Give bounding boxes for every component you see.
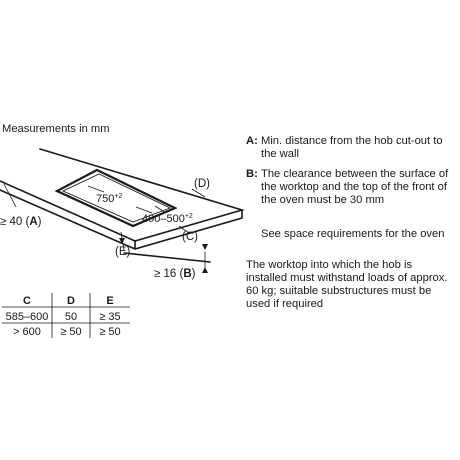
note-b-text: The clearance between the surface of the worktop and the top of the front of the oven must be 30 mm bbox=[261, 168, 449, 206]
table-cell: > 600 bbox=[13, 326, 41, 338]
dim-b-arrow-top bbox=[202, 244, 208, 250]
note-load bbox=[246, 259, 456, 311]
note-b-key: B: bbox=[246, 168, 258, 180]
label-a: ≥ 40 (A) bbox=[0, 216, 42, 228]
label-e: (E) bbox=[115, 246, 131, 258]
label-c: (C) bbox=[182, 231, 198, 243]
table-header: D bbox=[67, 295, 75, 307]
label-b: ≥ 16 (B) bbox=[154, 268, 196, 280]
table-cell: 50 bbox=[64, 311, 78, 323]
table-cell: 585–600 bbox=[5, 311, 49, 323]
note-a-text: Min. distance from the hob cut-out to the wall bbox=[261, 135, 443, 160]
note-b bbox=[246, 168, 456, 207]
dim-490-label: $490-500^{+2}$ bbox=[142, 213, 193, 225]
note-space-text: See space requirements for the oven bbox=[261, 228, 445, 240]
dimension-table bbox=[2, 293, 130, 338]
measurements-heading: Measurements in mm bbox=[2, 123, 110, 135]
dim-750-label: $750^{+2}$ bbox=[96, 193, 123, 205]
note-a-key: A: bbox=[246, 135, 258, 147]
note-space bbox=[246, 228, 456, 241]
table-cell: ≥ 50 bbox=[99, 326, 121, 338]
dim-b-arrow-bottom bbox=[202, 267, 208, 273]
label-d: (D) bbox=[194, 178, 210, 190]
table-cell: ≥ 35 bbox=[99, 311, 121, 323]
table-cell: ≥ 50 bbox=[60, 326, 82, 338]
oven-front-line bbox=[124, 253, 210, 262]
table-header: E bbox=[106, 295, 114, 307]
note-a bbox=[246, 135, 456, 161]
table-header: C bbox=[23, 295, 31, 307]
dim-750-line bbox=[88, 186, 104, 192]
note-load-text: The worktop into which the hob is installed must withstand loads of approx. 60 kg; suitable substructures must be used if required bbox=[246, 259, 448, 310]
